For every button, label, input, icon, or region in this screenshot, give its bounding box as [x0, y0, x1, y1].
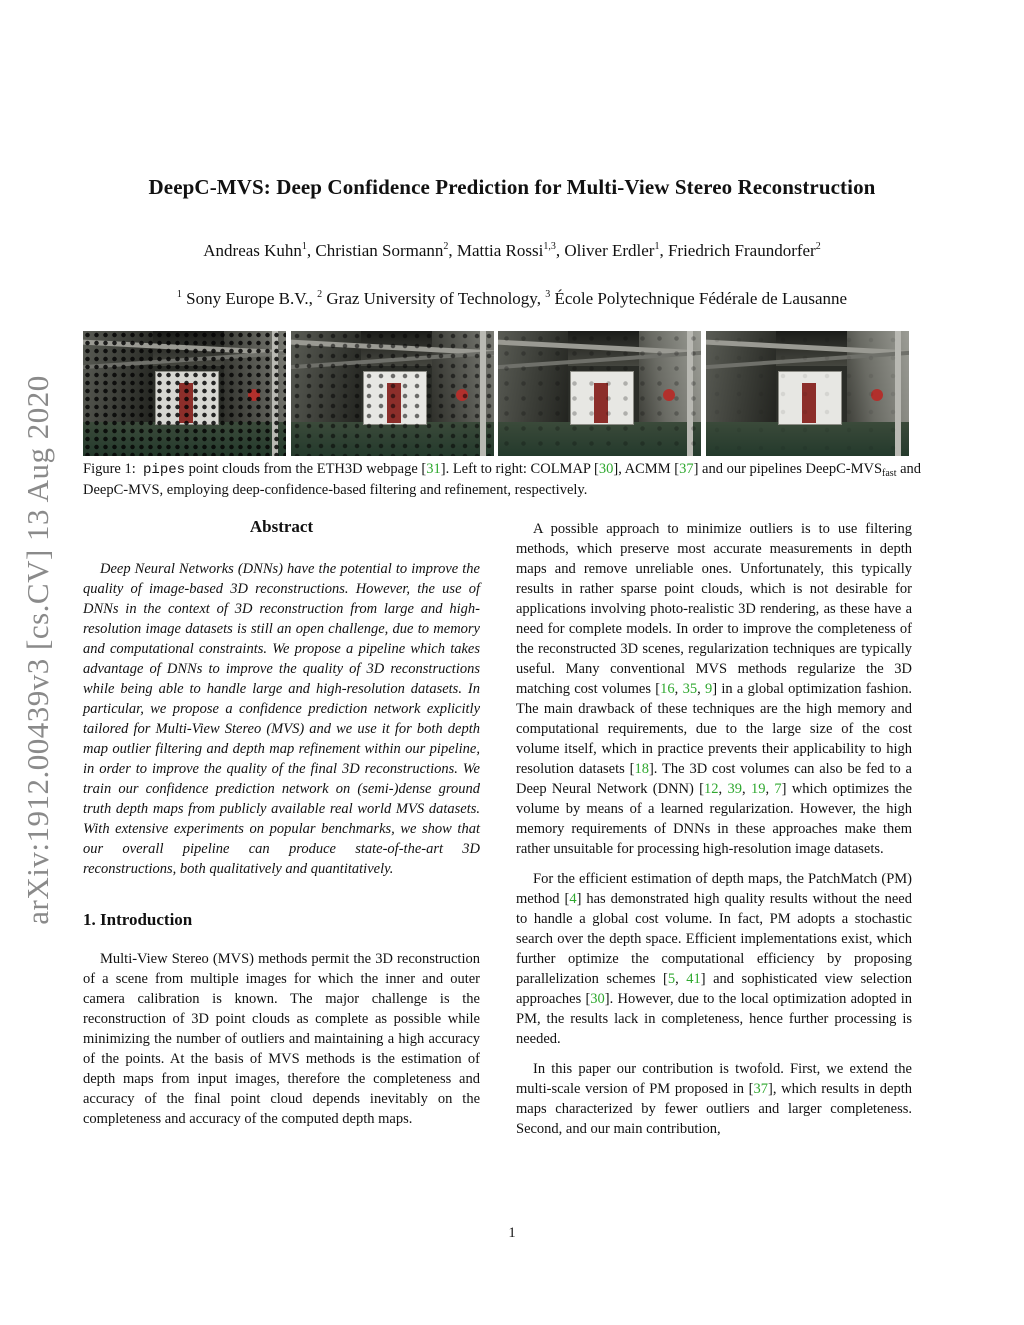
- citation-link[interactable]: 31: [426, 461, 441, 477]
- caption-text: ]. Left to right: COLMAP [: [440, 461, 599, 477]
- author-name: Andreas Kuhn: [203, 241, 302, 260]
- point-cloud-image-deepc-mvs-fast: [498, 331, 701, 456]
- citation-link[interactable]: 12: [704, 781, 719, 797]
- affiliation-name: École Polytechnique Fédérale de Lausanne: [554, 289, 848, 308]
- author-list: Andreas Kuhn$^1$, Christian Sormann$^2$, Mattia Rossi$^{1,3}$, Oliver Erdler$^1$, Friedrich Fraundorfer$^2$: [203, 241, 821, 260]
- author-name: Christian Sormann: [315, 241, 444, 260]
- affiliation-number: 3: [545, 289, 551, 300]
- citation-link[interactable]: 18: [634, 761, 649, 777]
- citation-link[interactable]: 9: [704, 681, 713, 697]
- affiliation-number: 2: [317, 289, 323, 300]
- arxiv-identifier[interactable]: arXiv:1912.00439v3 [cs.CV] 13 Aug 2020: [20, 375, 55, 925]
- author-affiliation: 1: [301, 241, 307, 252]
- citation-link[interactable]: 7: [774, 781, 782, 797]
- citation-link[interactable]: 30: [590, 991, 605, 1007]
- affiliation-name: Graz University of Technology: [326, 289, 537, 308]
- caption-text: ] and our pipelines DeepC-MVS: [693, 461, 883, 477]
- abstract-section: [83, 517, 480, 879]
- citation-link[interactable]: 16: [660, 681, 675, 697]
- caption-text: and DeepC-MVS, employing deep-confidence-based filtering and refinement, respectively.: [83, 461, 922, 498]
- point-cloud-image-colmap: [83, 331, 286, 456]
- introduction-paragraph: Multi-View Stereo (MVS) methods permit the 3D reconstruction of a scene from multiple images for which the inner and outer camera calibration is known. The major challenge is the reconstruction of 3D point clouds as complete as possible while minimizing the number of outliers and maintaining a high accuracy of the points. At the basis of MVS methods is the estimation of depth maps from input images, therefore the completeness and accuracy of the final point cloud depends inevitably on the completeness and accuracy of the computed depth maps.: [83, 951, 480, 1127]
- left-column: [83, 517, 480, 1129]
- body-paragraph: A possible approach to minimize outliers is to use filtering methods, which preserve most accurate measurements in depth maps and remove unreliable ones. Unfortunately, this typically results in rather sparse point clouds, which is not desirable for applications involving photo-realistic 3D rendering, as these have a need for complete models. In order to improve the completeness of the reconstructed 3D scenes, regularization techniques are typically useful. Many conventional MVS methods regularize the 3D matching cost volumes [16, 35, 9] in a global optimization fashion. The main drawback of these techniques are the high memory and computational requirements, due to the large size of the cost volume itself, which in practice prevents their applicability to high resolution datasets [18]. The 3D cost volumes can also be fed to a Deep Neural Network (DNN) [12, 39, 19, 7] which optimizes the volume by means of a learned regularization. However, the high memory requirements of DNNs in these approaches make them rather unsuitable for processing high-resolution image datasets.: [516, 521, 913, 857]
- citation-link[interactable]: 19: [750, 781, 766, 797]
- author-affiliation: 1: [654, 241, 660, 252]
- author-affiliation: 1,3: [543, 241, 556, 252]
- citation-link[interactable]: 39: [727, 781, 742, 797]
- body-paragraph: In this paper our contribution is twofold. First, we extend the multi-scale version of PM proposed in [37], which results in depth maps characterized by fewer outliers and larger completeness. Second, and our main contribution,: [516, 1061, 912, 1137]
- affiliation-name: Sony Europe B.V.: [186, 289, 309, 308]
- affiliation-number: 1: [176, 289, 182, 300]
- citation-link[interactable]: 35: [682, 681, 698, 697]
- page-number: 1: [508, 1225, 516, 1241]
- author-name: Oliver Erdler: [564, 241, 655, 260]
- citation-link[interactable]: 5: [667, 971, 676, 987]
- point-cloud-image-deepc-mvs: [706, 331, 909, 456]
- author-affiliation: 2: [815, 241, 821, 252]
- citation-link[interactable]: 37: [753, 1081, 769, 1097]
- body-paragraph: For the efficient estimation of depth maps, the PatchMatch (PM) method [4] has demonstrated high quality results without the need to handle a global cost volume. In fact, PM adopts a stochastic search over the depth space. Efficient implementations exist, which further optimize the computational efficiency by proposing parallelization schemes [5, 41] and sophisticated view selection approaches [30]. However, due to the local optimization adopted in PM, the results lack in completeness, hence further processing is needed.: [516, 871, 912, 1047]
- paper-title: DeepC-MVS: Deep Confidence Prediction for Multi-View Stereo Reconstruction: [148, 175, 876, 199]
- abstract-heading: Abstract: [249, 517, 314, 536]
- point-cloud-image-acmm: [291, 331, 494, 456]
- right-column: [516, 519, 912, 1139]
- caption-text: ], ACMM [: [613, 461, 680, 477]
- citation-link[interactable]: 37: [679, 461, 694, 477]
- citation-link[interactable]: 4: [569, 891, 577, 907]
- figure-label: Figure 1:: [83, 461, 136, 477]
- figure-1-images: [83, 331, 909, 456]
- author-affiliation: 2: [443, 241, 449, 252]
- introduction-heading: 1. Introduction: [83, 910, 193, 929]
- caption-text: point clouds from the ETH3D webpage [: [188, 461, 427, 477]
- subscript-fast: fast: [882, 468, 897, 479]
- arxiv-sidebar: [10, 345, 66, 955]
- figure-1-caption: [83, 459, 923, 500]
- citation-link[interactable]: 41: [686, 971, 701, 987]
- abstract-text: Deep Neural Networks (DNNs) have the potential to improve the quality of image-based 3D reconstructions. However, the use of DNNs in the context of 3D reconstruction from large and high-resolution image datasets is still an open challenge, due to memory and computational constraints. We propose a pipeline which takes advantage of DNNs to improve the quality of 3D reconstructions while being able to handle large and high-resolution datasets. In particular, we propose a confidence prediction network explicitly tailored for Multi-View Stereo (MVS) and we use it for both depth map outlier filtering and depth map refinement within our pipeline, in order to improve the quality of the final 3D reconstructions. We train our confidence prediction network on (semi-)dense ground truth depth maps from publicly available real world MVS datasets. With extensive experiments on popular benchmarks, we show that our overall pipeline can produce state-of-the-art 3D reconstructions, both qualitatively and quantitatively.: [83, 561, 480, 877]
- affiliation-list: $^1$ Sony Europe B.V., $^2$ Graz University of Technology, $^3$ École Polytechnique Fédérale de Lausanne: [176, 289, 848, 308]
- author-name: Mattia Rossi: [456, 241, 544, 260]
- figure-code-term: pipes: [143, 462, 186, 478]
- author-name: Friedrich Fraundorfer: [667, 241, 816, 260]
- citation-link[interactable]: 30: [598, 461, 614, 477]
